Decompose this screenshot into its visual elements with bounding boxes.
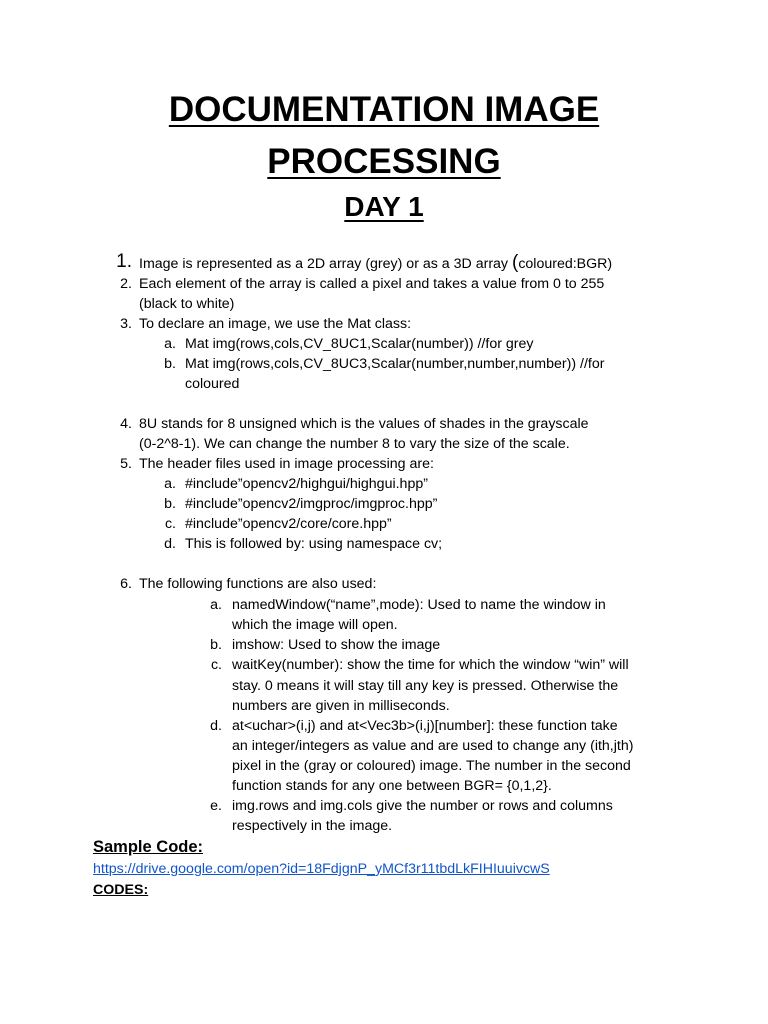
list-subnumber-5c: c. [164,516,176,532]
list-number-4: 4. [120,416,132,432]
document-title-line2: PROCESSING [267,142,501,181]
list-subitem-6c-cont: stay. 0 means it will stay till any key is pressed. Otherwise the [232,678,619,694]
list-number-6: 6. [120,576,132,592]
list-item-4: 8U stands for 8 unsigned which is the values of shades in the grayscale [139,416,589,432]
list-subnumber-5a: a. [164,476,176,492]
list-item-4-cont: (0-2^8-1). We can change the number 8 to vary the size of the scale. [139,436,570,452]
list-subitem-3b-cont: coloured [185,376,240,392]
list-subitem-6d-cont2: pixel in the (gray or coloured) image. The number in the second [232,758,631,774]
list-subitem-3b: Mat img(rows,cols,CV_8UC3,Scalar(number,number,number)) //for [185,356,605,372]
list-subitem-6d: at<uchar>(i,j) and at<Vec3b>(i,j)[number]: these function take [232,718,618,734]
list-subitem-6a: namedWindow(“name”,mode): Used to name the window in [232,597,606,613]
list-item-1 [139,253,612,274]
document-title: DOCUMENTATION IMAGE [168,90,600,129]
list-subnumber-5d: d. [164,536,176,552]
list-subitem-5b: #include”opencv2/imgproc/imgproc.hpp” [185,496,438,512]
list-subnumber-3b: b. [164,356,176,372]
list-subnumber-3a: a. [164,336,176,352]
list-item-5: The header files used in image processing are: [139,456,434,472]
list-number-1: 1. [116,251,132,272]
list-subitem-3a: Mat img(rows,cols,CV_8UC1,Scalar(number)) //for grey [185,336,534,352]
list-item-1-paren: ( [511,252,519,273]
list-subnumber-6d: d. [210,718,222,734]
list-item-3: To declare an image, we use the Mat class: [139,316,412,332]
sample-code-heading: Sample Code: [93,838,204,856]
list-subnumber-6b: b. [210,637,222,653]
list-subitem-6c-cont2: numbers are given in milliseconds. [232,698,450,714]
list-subitem-5d: This is followed by: using namespace cv; [185,536,443,552]
list-item-2-cont: (black to white) [139,296,235,312]
list-number-3: 3. [120,316,132,332]
list-subitem-6e: img.rows and img.cols give the number or rows and columns [232,798,613,814]
list-item-6: The following functions are also used: [139,576,377,592]
list-subitem-6e-cont: respectively in the image. [232,818,393,834]
list-subitem-6d-cont3: function stands for any one between BGR= {0,1,2}. [232,778,552,794]
list-item-2: Each element of the array is called a pixel and takes a value from 0 to 255 [139,276,605,292]
sample-code-link[interactable]: https://drive.google.com/open?id=18FdjgnP_yMCf3r11tbdLkFIHIuuivcwS [93,861,550,877]
document-subtitle: DAY 1 [344,191,424,222]
codes-heading: CODES: [93,882,149,898]
list-subitem-6b: imshow: Used to show the image [232,637,441,653]
list-item-1-text: Image is represented as a 2D array (grey) or as a 3D array [139,256,512,272]
list-subnumber-6a: a. [210,597,222,613]
list-subitem-6c: waitKey(number): show the time for which the window “win” will [232,657,629,673]
list-item-1-text-end: coloured:BGR) [518,256,613,272]
list-subitem-5a: #include”opencv2/highgui/highgui.hpp” [185,476,428,492]
list-subitem-6d-cont: an integer/integers as value and are used to change any (ith,jth) [232,738,634,754]
list-subitem-6a-cont: which the image will open. [232,617,398,633]
list-subnumber-6c: c. [210,657,222,673]
list-subnumber-6e: e. [210,798,222,814]
list-number-5: 5. [120,456,132,472]
list-subnumber-5b: b. [164,496,176,512]
list-number-2: 2. [120,276,132,292]
list-subitem-5c: #include”opencv2/core/core.hpp” [185,516,392,532]
